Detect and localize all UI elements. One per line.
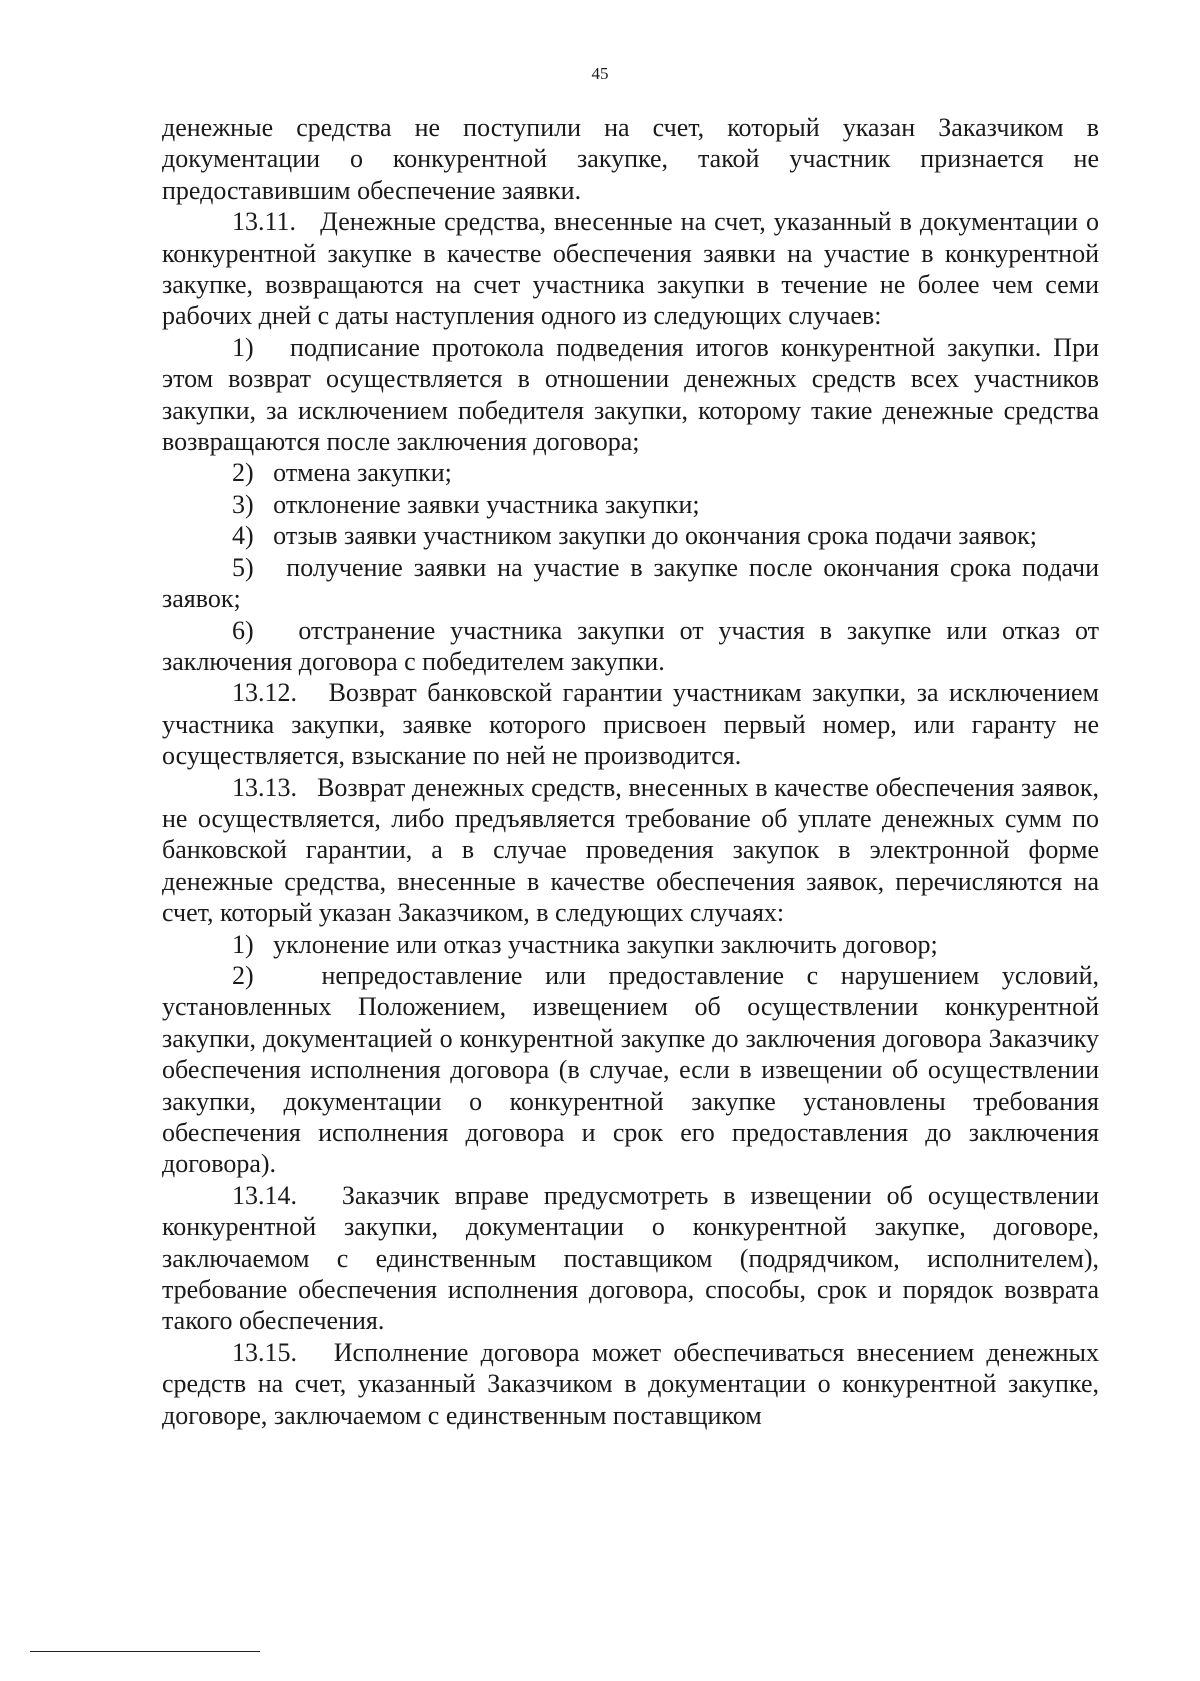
list-item-5: 5) получение заявки на участие в закупке после окончания срока подачи заявок;	[162, 552, 1099, 614]
page-number: 45	[591, 64, 609, 83]
paragraph-continuation: денежные средства не поступили на счет, который указан Заказчиком в документации о конкурентной закупке, такой участник признается не предоставившим обеспечение заявки.	[162, 113, 1099, 205]
list-item-1b: 1) уклонение или отказ участника закупки заключить договор;	[232, 929, 938, 959]
paragraph-13-14: 13.14. Заказчик вправе предусмотреть в извещении об осуществлении конкурентной закупки, документации о конкурентной закупке, договоре, заключаемом с единственным поставщиком (подрядчиком, исполнителем), требование обеспечения исполнения договора, способы, срок и порядок возврата такого обеспечения.	[162, 1180, 1099, 1336]
list-item-2b: 2) непредоставление или предоставление с нарушением условий, установленных Положением, извещением об осуществлении конкурентной закупки, документацией о конкурентной закупке до заключения договора Заказчику обеспечения исполнения договора (в случае, если в извещении об осуществлении закупки, документации о конкурентной закупке установлены требования обеспечения исполнения договора и срок его предоставления до заключения договора).	[162, 960, 1099, 1179]
document-body	[162, 112, 1099, 1431]
list-item-2: 2) отмена закупки;	[232, 458, 452, 488]
paragraph-13-15: 13.15. Исполнение договора может обеспечиваться внесением денежных средств на счет, указанный Заказчиком в документации о конкурентной закупке, договоре, заключаемом с единственным поставщиком	[162, 1337, 1099, 1430]
list-item-6: 6) отстранение участника закупки от участия в закупке или отказ от заключения договора с победителем закупки.	[162, 615, 1099, 676]
list-item-4: 4) отзыв заявки участником закупки до окончания срока подачи заявок;	[232, 521, 1038, 551]
list-item-1: 1) подписание протокола подведения итогов конкурентной закупки. При этом возврат осуществляется в отношении денежных средств всех участников закупки, за исключением победителя закупки, которому такие денежные средства возвращаются после заключения договора;	[162, 332, 1099, 457]
paragraph-13-13: 13.13. Возврат денежных средств, внесенных в качестве обеспечения заявок, не осуществляется, либо предъявляется требование об уплате денежных сумм по банковской гарантии, а в случае проведения закупок в электронной форме денежные средства, внесенные в качестве обеспечения заявок, перечисляются на счет, который указан Заказчиком, в следующих случаях:	[162, 772, 1099, 928]
paragraph-13-11: 13.11. Денежные средства, внесенные на счет, указанный в документации о конкурентной закупке в качестве обеспечения заявки на участие в конкурентной закупке, возвращаются на счет участника закупки в течение не более чем семи рабочих дней с даты наступления одного из следующих случаев:	[162, 207, 1099, 331]
paragraph-13-12: 13.12. Возврат банковской гарантии участникам закупки, за исключением участника закупки, заявке которого присвоен первый номер, или гаранту не осуществляется, взыскание по ней не производится.	[162, 678, 1099, 771]
footer-rule	[30, 1651, 260, 1652]
list-item-3: 3) отклонение заявки участника закупки;	[232, 489, 700, 519]
